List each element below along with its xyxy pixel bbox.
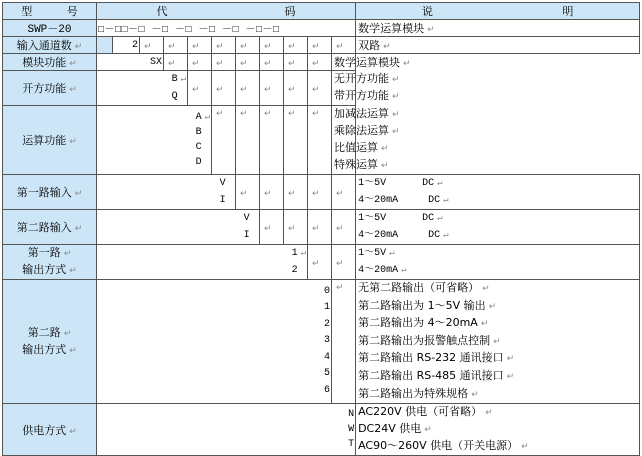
desc-input2: 1～5V DC ↵ 4～20mA DC ↵: [356, 210, 640, 245]
codes-power: N W T: [97, 404, 356, 456]
model-label: SWP－20: [3, 20, 97, 37]
desc-output2: 无第二路输出（可省略） ↵ 第二路输出为 1～5V 输出 ↵ 第二路输出为 4～20mA ↵ 第二路输出为报警触点控制 ↵ 第二路输出 RS-232 通讯接口 ↵ 第二路输出 RS-485 通讯接口 ↵ 第二路输出为特殊规格 ↵: [356, 280, 640, 404]
row-power: [3, 404, 640, 456]
desc-arith: 加减法运算 ↵ 乘除法运算 ↵ 比值运算 ↵ 特殊运算 ↵: [332, 106, 356, 175]
row-output2: 第二路 ↵ 输出方式 ↵ 0 1 2 3 4 5 6 ↵ 无第二路输出（可省略） ↵ 第二路输出为 1～5V 输出 ↵ 第二路输出为 4～20mA ↵ 第二路输出为报警触点控制 ↵ 第二路输出 RS-232 通讯接口 ↵ 第二路输出 RS-485 通讯接口 ↵ 第二路输出为特殊规格 ↵: [3, 280, 640, 404]
model-code-table: [2, 2, 640, 456]
row-input2: 第二路输入 ↵ V I ↵ ↵ ↵ ↵ 1～5V DC ↵ 4～20mA DC ↵: [3, 210, 640, 245]
header-desc: 说 明: [356, 3, 640, 20]
codes-output2: 0 1 2 3 4 5 6: [97, 280, 332, 404]
row-arith: 运算功能 ↵ A ↵ B C D ↵ ↵ ↵ ↵ ↵ 加减法运算 ↵ 乘除法运算 ↵ 比值运算 ↵ 特殊运算 ↵: [3, 106, 640, 175]
label-output2: 第二路 ↵ 输出方式 ↵: [3, 280, 97, 404]
model-desc: 数学运算模块 ↵: [356, 20, 640, 37]
header-row: [3, 3, 640, 20]
label-module: 模块功能 ↵: [3, 54, 97, 71]
label-output1: 第一路 ↵ 输出方式 ↵: [3, 245, 97, 280]
codes-sqrt: B ↵ Q: [97, 71, 188, 106]
codes-input2: V I: [97, 210, 260, 245]
codes-output1: 1 ↵ 2: [97, 245, 308, 280]
desc-module: 数学运算模块 ↵: [332, 54, 356, 71]
row-output1: 第一路 ↵ 输出方式 ↵ 1 ↵ 2 ↵ ↵ 1～5V ↵ 4～20mA ↵: [3, 245, 640, 280]
model-row: [3, 20, 640, 37]
code-module: SX: [97, 54, 164, 71]
code-channels: 2: [113, 37, 140, 54]
desc-sqrt: 无开方功能 ↵ 带开方功能 ↵: [332, 71, 356, 106]
row-input1: 第一路输入 ↵ V I ↵ ↵ ↵ ↵ ↵ 1～5V DC ↵ 4～20mA DC ↵: [3, 175, 640, 210]
row-module: 模块功能 ↵ SX ↵ ↵ ↵ ↵ ↵ ↵ ↵ 数学运算模块 ↵: [3, 54, 640, 71]
label-input2: 第二路输入 ↵: [3, 210, 97, 245]
desc-channels: 双路 ↵: [356, 37, 640, 54]
row-channels: 输入通道数 ↵ 2 ↵ ↵ ↵ ↵ ↵ ↵ ↵ ↵ ↵ 双路 ↵: [3, 37, 640, 54]
desc-power: AC220V 供电（可省略） ↵ DC24V 供电 ↵ AC90～260V 供电（开关电源） ↵: [356, 404, 640, 456]
label-sqrt: 开方功能 ↵: [3, 71, 97, 106]
label-channels: 输入通道数 ↵: [3, 37, 97, 54]
desc-output1: 1～5V ↵ 4～20mA ↵: [356, 245, 640, 280]
row-sqrt: 开方功能 ↵ B ↵ Q ↵ ↵ ↵ ↵ ↵ ↵ 无开方功能 ↵ 带开方功能 ↵: [3, 71, 640, 106]
desc-input1: 1～5V DC ↵ 4～20mA DC ↵: [356, 175, 640, 210]
label-power: 供电方式 ↵: [3, 404, 97, 456]
codes-arith: A ↵ B C D: [97, 106, 212, 175]
header-model: 型 号: [3, 3, 97, 20]
codes-input1: V I: [97, 175, 236, 210]
model-code-pattern: □－□□－□ －□ －□ －□ －□ －□－□: [97, 20, 356, 37]
label-arith: 运算功能 ↵: [3, 106, 97, 175]
header-code: 代 码: [97, 3, 356, 20]
label-input1: 第一路输入 ↵: [3, 175, 97, 210]
